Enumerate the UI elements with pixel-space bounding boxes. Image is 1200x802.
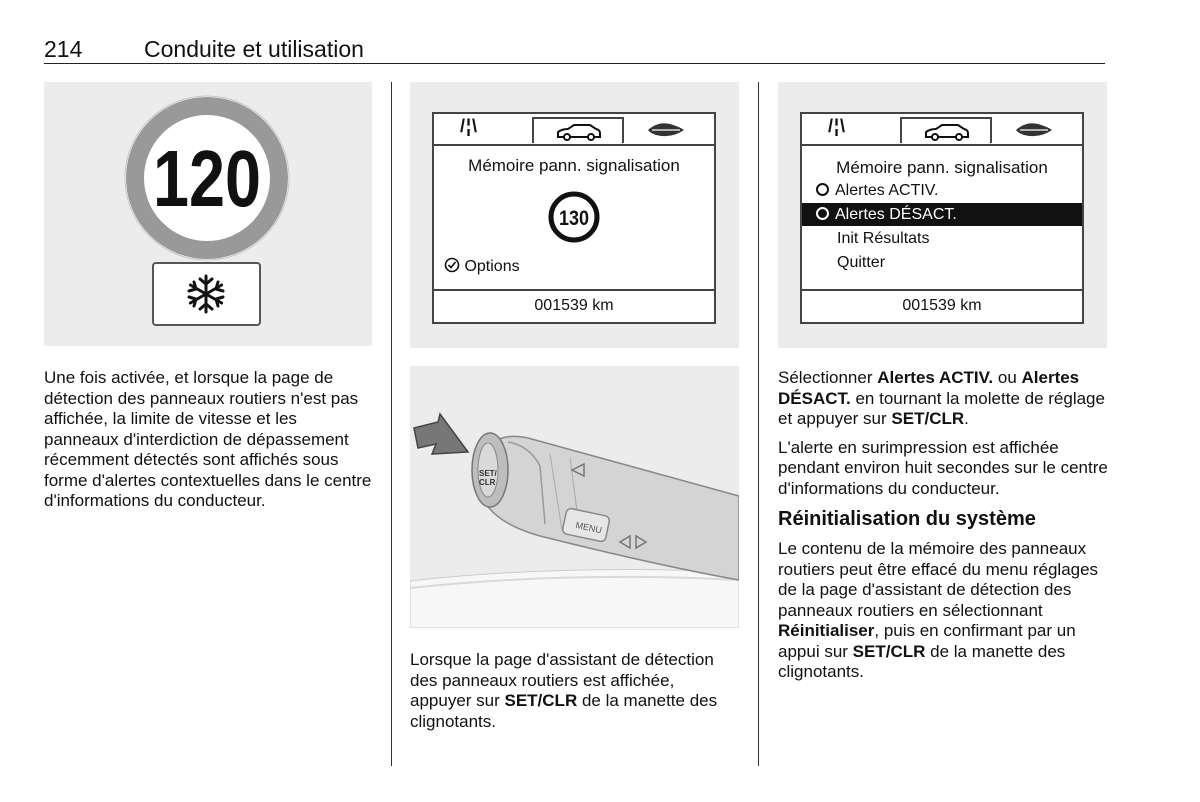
car-icon	[534, 119, 622, 143]
display-tabs	[434, 114, 714, 146]
tab-car-selected	[900, 117, 992, 143]
chapter-title: Conduite et utilisation	[144, 36, 364, 62]
paragraph: Le contenu de la mémoire des panneaux routiers peut être effacé du menu réglages de la page d'assistant de détection des panneaux routiers en sélectionnant Réinitialiser, puis en confirmant par un appui sur SET/CLR de la manette des clignotants.	[778, 539, 1099, 681]
options-row	[444, 257, 520, 276]
lever-label-line1: SET/	[479, 469, 497, 478]
right-column-text	[778, 368, 1110, 691]
page-number: 214	[44, 36, 83, 62]
display-tabs	[802, 114, 1082, 146]
lever-label-line2: CLR	[479, 478, 496, 487]
column-divider-1	[391, 82, 392, 766]
display-title: Mémoire pann. signalisation	[468, 156, 680, 175]
section-heading: Réinitialisation du système	[778, 508, 1036, 530]
menu-button-label: MENU	[574, 519, 603, 536]
page-header	[44, 34, 1105, 64]
check-circle-icon	[444, 257, 460, 273]
paragraph: L'alerte en surimpression est affichée pendant environ huit secondes sur le centre d'informations du conducteur.	[778, 437, 1108, 498]
menu-item-reset-results: Init Résultats	[837, 230, 930, 247]
speed-limit-sign-icon	[44, 82, 372, 346]
turn-signal-lever-icon	[410, 366, 739, 628]
road-icon: /¦\	[828, 116, 847, 136]
info-display-2	[800, 112, 1084, 324]
menu-item-alerts-off-selected: Alertes DÉSACT.	[802, 203, 1082, 226]
menu-item-alerts-on: Alertes ACTIV.	[816, 179, 1078, 202]
radio-icon	[816, 207, 829, 220]
paragraph: Une fois activée, et lorsque la page de détection des panneaux routiers n'est pas affichée, la limite de vitesse et les panneaux d'interdiction de dépassement récemment détectés sont affichés sous forme d'alertes contextuelles dans le centre d'informations du conducteur.	[44, 368, 372, 510]
menu-item-quit: Quitter	[837, 254, 886, 271]
speed-sign-value: 120	[153, 134, 261, 223]
speed-sign-130-value: 130	[559, 207, 589, 230]
figure-display-1	[410, 82, 739, 348]
figure-lever	[410, 366, 739, 628]
figure-display-2	[778, 82, 1107, 348]
options-label: Options	[464, 258, 520, 275]
left-column-text	[44, 368, 374, 520]
figure-speed-sign	[44, 82, 372, 346]
paragraph: Sélectionner Alertes ACTIV. ou Alertes DÉSACT. en tournant la molette de réglage et appuyer sur SET/CLR.	[778, 368, 1105, 428]
leaf-icon	[644, 120, 688, 140]
car-icon	[902, 119, 990, 143]
paragraph: Lorsque la page d'assistant de détection des panneaux routiers est affichée, appuyer sur SET/CLR de la manette des clignotants.	[410, 650, 718, 731]
info-display-1	[432, 112, 716, 324]
middle-column-text	[410, 650, 740, 740]
road-icon: /¦\	[460, 116, 479, 136]
display-title: Mémoire pann. signalisation	[836, 158, 1048, 177]
odometer: 001539 km	[802, 289, 1082, 322]
odometer: 001539 km	[434, 289, 714, 322]
leaf-icon	[1012, 120, 1056, 140]
tab-car-selected	[532, 117, 624, 143]
column-divider-2	[758, 82, 759, 766]
arrow-icon	[414, 414, 468, 454]
speed-sign-130-icon	[547, 190, 601, 244]
radio-icon	[816, 183, 829, 196]
